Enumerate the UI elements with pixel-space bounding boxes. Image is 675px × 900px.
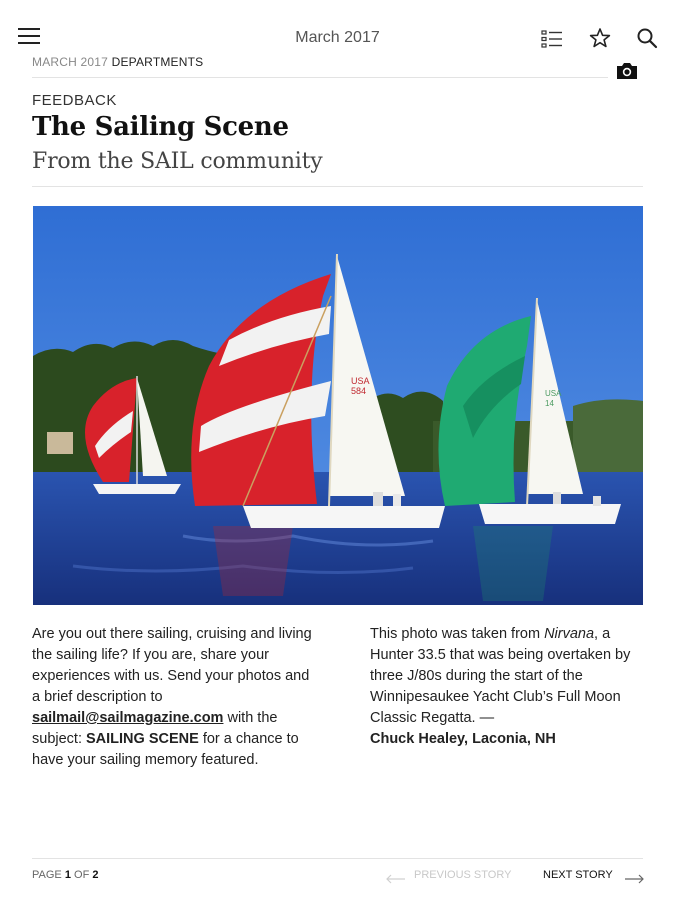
previous-story-button[interactable]: PREVIOUS STORY	[414, 869, 512, 881]
divider	[32, 77, 608, 78]
page-total: 2	[92, 869, 99, 881]
header-title: March 2017	[295, 29, 380, 46]
page-current: 1	[64, 869, 71, 881]
sailing-photo[interactable]	[33, 206, 643, 605]
table-of-contents-icon[interactable]	[541, 29, 563, 49]
body-text: for a chance to have your sailing memory featured.	[32, 731, 299, 768]
camera-icon[interactable]	[613, 59, 641, 83]
body-column-right	[370, 624, 650, 750]
body-column-left	[32, 624, 312, 771]
breadcrumb-issue: MARCH 2017	[32, 55, 109, 69]
svg-text:584: 584	[351, 386, 367, 396]
next-story-button[interactable]: NEXT STORY	[543, 869, 613, 881]
article-headline: The Sailing Scene	[32, 112, 289, 142]
photo-credit: Chuck Healey, Laconia, NH	[370, 731, 556, 747]
divider	[32, 186, 643, 187]
article-deck: From the SAIL community	[32, 149, 323, 174]
breadcrumb-section[interactable]: DEPARTMENTS	[111, 55, 204, 69]
svg-text:14: 14	[545, 399, 554, 408]
page-label: PAGE	[32, 869, 62, 881]
arrow-left-icon	[386, 874, 406, 884]
divider	[32, 858, 643, 859]
subject-text: SAILING SCENE	[86, 731, 199, 747]
body-text: This photo was taken from	[370, 626, 545, 642]
arrow-right-icon[interactable]	[624, 874, 644, 884]
body-text: Are you out there sailing, cruising and living the sailing life? If you are, share your experiences with us. Send your photos and a brief description to	[32, 626, 312, 705]
email-link[interactable]: sailmail@sailmagazine.com	[32, 710, 224, 726]
svg-text:USA: USA	[351, 376, 370, 386]
section-kicker: FEEDBACK	[32, 92, 117, 109]
svg-text:USA: USA	[545, 389, 562, 398]
page-indicator	[32, 869, 98, 881]
breadcrumb	[32, 55, 203, 69]
body-text: , a Hunter 33.5 that was being overtaken by three J/80s during the start of the Winnipesaukee Yacht Club’s Full Moon Classic Regatta. —	[370, 626, 631, 726]
star-icon[interactable]	[589, 27, 611, 49]
search-icon[interactable]	[636, 27, 658, 49]
body-text: with the subject:	[32, 710, 278, 747]
boat-name: Nirvana	[544, 626, 595, 642]
page-of: OF	[74, 869, 90, 881]
